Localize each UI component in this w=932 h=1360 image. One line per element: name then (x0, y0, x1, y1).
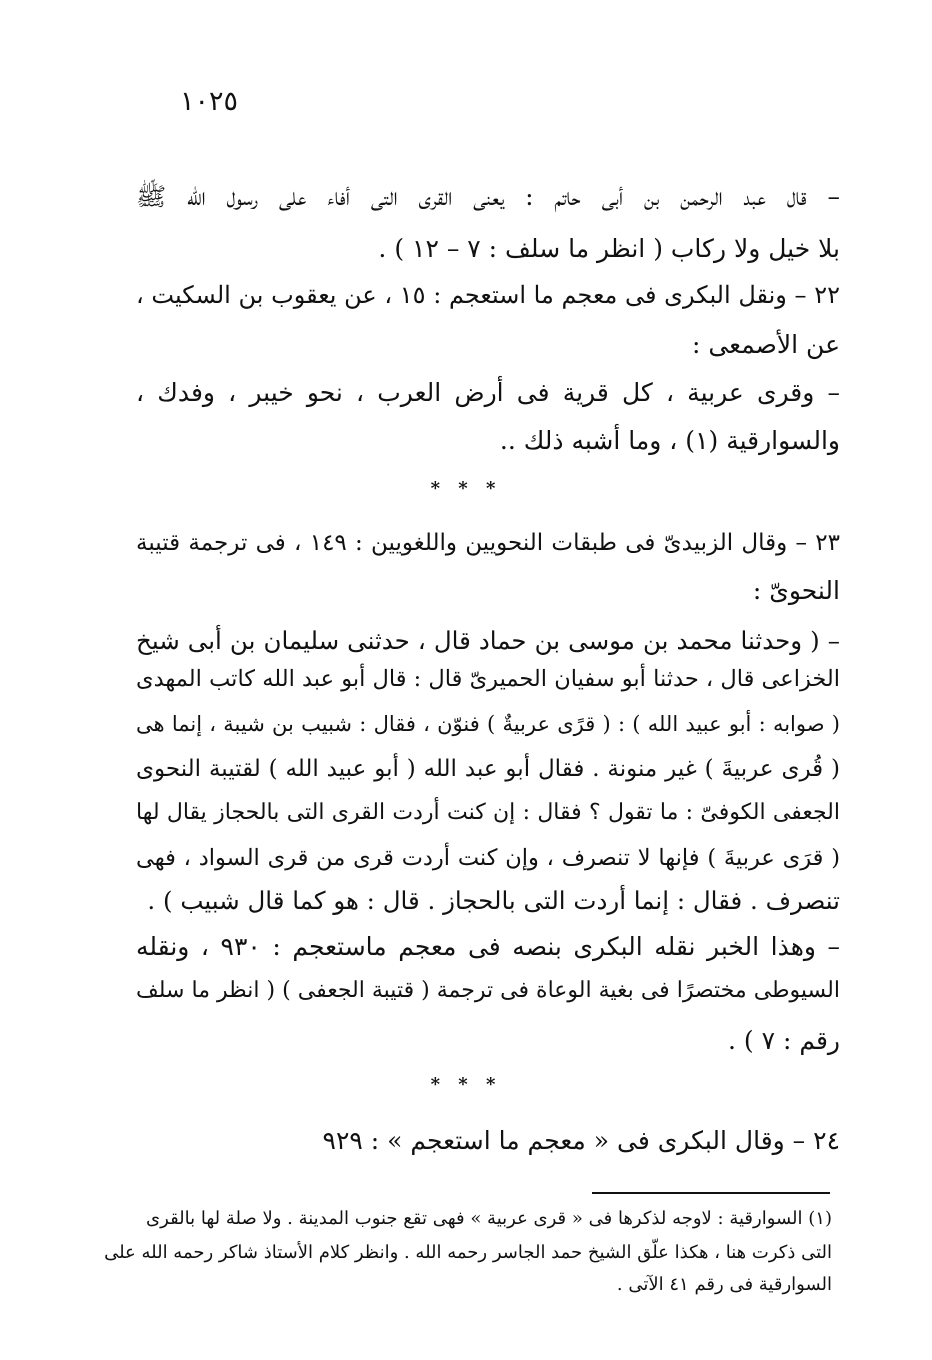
text-line: ٢٢ – ونقل البكرى فى معجم ما استعجم : ١٥ ، عن يعقوب بن السكيت ، (136, 281, 840, 309)
section-separator: * * * (430, 1074, 502, 1095)
section-separator: * * * (430, 478, 502, 499)
text-line: ( صوابه : أبو عبيد الله ) : ( قرًى عربيةٌ ) فنوّن ، فقال : شبيب بن شيبة ، إنما هى (136, 712, 840, 736)
footnote-line: (١) السوارقية : لاوجه لذكرها فى « قرى عربية » فهى تقع جنوب المدينة . ولا صلة لها بالقرى (146, 1208, 832, 1229)
text-line: – وقرى عربية ، كل قرية فى أرض العرب ، نحو خيبر ، وفدك ، (136, 378, 840, 407)
text-line: النحوىّ : (752, 576, 840, 605)
page-number: ١٠٢٥ (180, 86, 239, 117)
text-line: عن الأصمعى : (691, 330, 840, 359)
text-line: – ( وحدثنا محمد بن موسى بن حماد قال ، حدثنى سليمان بن أبى شيخ (136, 626, 840, 655)
footnote-line: السوارقية فى رقم ٤١ الآتى . (616, 1274, 832, 1295)
text-line: والسوارقية (١) ، وما أشبه ذلك .. (499, 426, 840, 455)
text-line: بلا خيل ولا ركاب ( انظر ما سلف : ٧ – ١٢ ) . (378, 234, 840, 263)
text-line: – قال عبد الرحمن بن أبى حاتم : يعنى القرى التى أفاء على رسول الله ﷺ (136, 182, 840, 211)
text-line: الخزاعى قال ، حدثنا أبو سفيان الحميرىّ قال : قال أبو عبد الله كاتب المهدى (136, 666, 840, 692)
text-line: – وهذا الخبر نقله البكرى بنصه فى معجم ماستعجم : ٩٣٠ ، ونقله (136, 932, 840, 961)
text-line: تنصرف . فقال : إنما أردت التى بالحجاز . قال : هو كما قال شبيب ) . (147, 886, 840, 915)
text-line: السيوطى مختصرًا فى بغية الوعاة فى ترجمة ( قتيبة الجعفى ) ( انظر ما سلف (136, 978, 840, 1003)
text-line: ٢٣ – وقال الزبيدىّ فى طبقات النحويين واللغويين : ١٤٩ ، فى ترجمة قتيبة (136, 530, 840, 556)
text-line: ( قُرى عربيةَ ) غير منونة . فقال أبو عبد الله ( أبو عبيد الله ) لقتيبة النحوى (136, 756, 840, 782)
footnote-divider (592, 1192, 830, 1194)
text-line: ٢٤ – وقال البكرى فى « معجم ما استعجم » : ٩٢٩ (322, 1126, 840, 1155)
text-line: الجعفى الكوفىّ : ما تقول ؟ فقال : إن كنت أردت القرى التى بالحجاز يقال لها (136, 800, 840, 825)
text-line: ( قرَى عربيةَ ) فإنها لا تنصرف ، وإن كنت أردت قرى من قرى السواد ، فهى (136, 845, 840, 871)
text-line: رقم : ٧ ) . (727, 1026, 840, 1055)
footnote-line: التى ذكرت هنا ، هكذا علّق الشيخ حمد الجاسر رحمه الله . وانظر كلام الأستاذ شاكر رحمه الله على (104, 1242, 832, 1263)
